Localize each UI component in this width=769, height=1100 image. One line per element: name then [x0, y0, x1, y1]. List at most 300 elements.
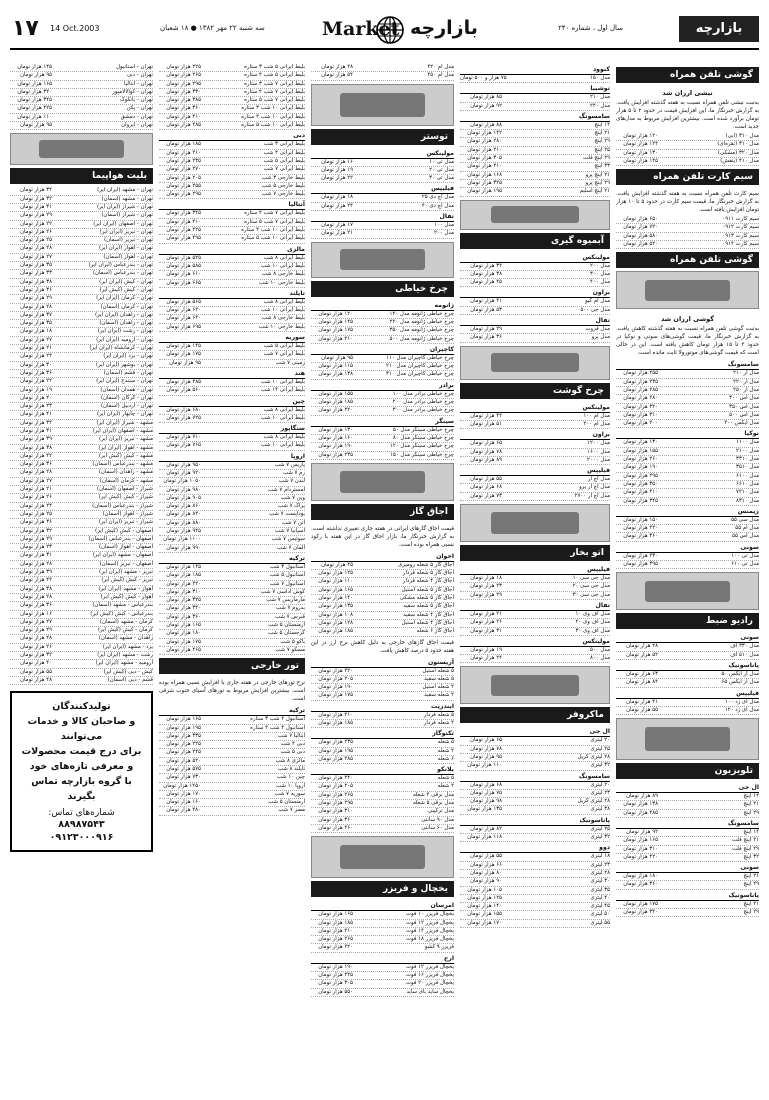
item-price: ۴۱۰ هزار تومان	[166, 113, 201, 120]
item-name: ۵ شعله فردار	[423, 711, 454, 718]
item-name: ۲۹ اینچ فلت	[583, 155, 610, 162]
item-name: اجاق گاز ۴ شعله فردار	[402, 578, 454, 585]
item-name: مدل اف وی ۲۰	[575, 619, 610, 626]
item-price: ۹۸ هزار تومان	[470, 798, 502, 805]
item-price: ۴۸ هزار تومان	[626, 643, 658, 650]
phone-photo	[616, 271, 759, 309]
brand-subheading: پاناسونیک	[616, 660, 759, 671]
item-price: ۲۶۵ هزار تومان	[166, 72, 201, 79]
brand-subheading: سنگاپور	[159, 423, 305, 434]
item-price: ۱۶ هزار تومان	[20, 610, 52, 617]
price-row	[159, 150, 305, 158]
item-price: ۶۸۰ هزار تومان	[166, 406, 201, 413]
item-name: کرمان - مشهد (آسمان)	[99, 618, 153, 625]
item-name: ۲۰ لیتری	[590, 737, 610, 744]
item-name: استانبول ۷ شب	[269, 580, 305, 587]
item-name: یخچال فریزر ۱۴ فوت	[405, 927, 454, 934]
item-name: سیم کارت ۰۹۱۱	[722, 216, 759, 223]
item-name: بلیط ایرانی ۷ شب ۵ ستاره	[244, 97, 305, 104]
price-row	[311, 668, 454, 676]
item-price: ۱۶۵ هزار تومان	[318, 586, 353, 593]
price-row	[460, 583, 610, 591]
airplane-photo	[10, 133, 153, 165]
price-row	[616, 448, 759, 456]
item-name: دبی ۴ شب	[280, 741, 305, 748]
section-header: رادیو ضبط	[616, 613, 759, 629]
brand-subheading: مولینکس	[460, 636, 610, 647]
item-name: بلیط ایرانی ۸ شب	[263, 254, 305, 261]
item-name: ۳۳ اینچ	[594, 163, 610, 170]
item-price: ۲۸ هزار تومان	[20, 635, 52, 642]
price-row	[460, 307, 610, 315]
item-name: چرخ خیاطی ژانومه مدل ۱۴۰	[389, 310, 454, 317]
item-name: مدل تی ۱۰	[429, 158, 454, 165]
bazar-title: بازارچه	[410, 17, 478, 39]
price-row	[159, 639, 305, 647]
brand-subheading: زیمنس	[616, 506, 759, 517]
item-name: اروپا ۱۰ شب	[276, 782, 305, 789]
price-row	[311, 989, 454, 997]
item-price: ۲۲۵ هزار تومان	[166, 64, 201, 70]
price-row	[616, 533, 759, 541]
item-price: ۱۸ هزار تومان	[470, 575, 502, 582]
item-price: ۱۳۸ هزار تومان	[623, 801, 658, 808]
item-price: ۲۹ هزار تومان	[20, 627, 52, 634]
item-price: ۱۶۰ هزار تومان	[166, 799, 201, 806]
item-price: ۱۴۵ هزار تومان	[166, 343, 201, 350]
item-name: بلیط ایرانی ۱۰ شب ۴ ستاره	[241, 113, 305, 120]
item-price: ۳۴ هزار تومان	[20, 419, 52, 426]
brand-subheading: فیلیپس	[616, 688, 759, 699]
item-price: ۲۲۰ هزار تومان	[623, 525, 658, 532]
price-row	[159, 166, 305, 174]
item-name: شیراز - اهواز (آسمان)	[102, 510, 153, 517]
price-row	[460, 484, 610, 492]
item-name: ۳۲ اینچ	[743, 853, 759, 860]
item-price: ۳۱ هزار تومان	[20, 427, 52, 434]
price-row	[159, 307, 305, 315]
item-name: شیراز - اصفهان (آسمان)	[96, 486, 153, 493]
item-name: فریزر ۹ کشو	[424, 944, 454, 951]
price-row	[460, 592, 610, 600]
brand-subheading: تایلند	[159, 288, 305, 299]
brand-subheading: سامسونگ	[616, 818, 759, 829]
item-name: زمینی ۷ شب	[275, 359, 305, 366]
item-name: مدل اس ۳۵۰	[729, 403, 759, 410]
price-row	[460, 575, 610, 583]
item-price: ۱۹۰ هزار تومان	[318, 684, 353, 691]
item-name: شیراز - کیش (کیش ایر)	[98, 494, 153, 501]
item-name: اهواز - مشهد (ایران ایر)	[98, 585, 153, 592]
section-header: آبمیوه گیری	[460, 233, 610, 249]
price-row	[460, 421, 610, 429]
item-price: ۱۸ هزار تومان	[321, 194, 353, 201]
item-price: ۴۸۵ هزار تومان	[166, 122, 201, 129]
price-row	[616, 141, 759, 149]
brand-subheading: آنتالیا	[159, 199, 305, 210]
item-name: تهران - دبی	[126, 72, 153, 79]
price-list	[311, 148, 454, 239]
price-row	[159, 622, 305, 630]
price-row	[10, 478, 153, 486]
item-price: ۱۸۵ هزار تومان	[318, 719, 353, 726]
item-price: ۲۹۵ هزار تومان	[166, 191, 201, 198]
price-row	[311, 808, 454, 816]
price-row	[460, 826, 610, 834]
item-name: بلیط خارجی ۸ شب	[261, 271, 305, 278]
price-row	[10, 445, 153, 453]
item-name: تهران - بندرعباس (ایران ایر)	[88, 262, 153, 269]
item-name: یخچال فریزر ۱۰ فوت	[405, 911, 454, 918]
section-header: تور خارجی	[159, 658, 305, 674]
section-header: چرخ گوشت	[460, 383, 610, 399]
item-name: تهران - کرمان (ایران ایر)	[96, 295, 153, 302]
price-row	[10, 602, 153, 610]
price-row	[311, 336, 454, 344]
stereo-photo	[616, 572, 759, 610]
item-name: دبی ۵ شب	[280, 749, 305, 756]
item-name: اصفهان - مشهد (ایران ایر)	[92, 552, 153, 559]
price-row	[159, 299, 305, 307]
item-name: چرخ خیاطی ژانومه مدل ۳۵۰	[389, 327, 454, 334]
item-price: ۱۶۵ هزار تومان	[623, 837, 658, 844]
price-row	[460, 155, 610, 163]
price-row	[460, 449, 610, 457]
item-name: تهران - چابهار (ایران ایر)	[96, 411, 153, 418]
price-row	[159, 589, 305, 597]
item-price: ۲۸۵ هزار تومان	[318, 755, 353, 762]
item-name: مدل اچ دی ۴۰	[421, 202, 454, 209]
item-price: ۵۲۰ هزار تومان	[166, 757, 201, 764]
price-row	[311, 230, 454, 238]
item-name: تهران - استانبول	[116, 64, 153, 70]
item-name: گرجستان ۵ شب	[267, 630, 305, 637]
price-row	[159, 81, 305, 89]
brand-subheading: ال جی	[616, 782, 759, 793]
item-price: ۱۹۵ هزار تومان	[318, 747, 353, 754]
price-row	[10, 245, 153, 253]
item-price: ۲۱۰ هزار تومان	[318, 711, 353, 718]
price-row	[159, 470, 305, 478]
price-row	[159, 749, 305, 757]
item-price: ۳۲۰ هزار تومان	[17, 88, 52, 95]
item-name: مدل تی ۶۱۰	[731, 561, 759, 568]
item-name: یخچال فریزر ۱۲ فوت	[405, 919, 454, 926]
price-row	[159, 175, 305, 183]
columns	[10, 64, 759, 1090]
item-name: ۲۳ لیتری	[590, 789, 610, 796]
item-name: اسپانیا ۷ شب	[274, 528, 305, 535]
price-row	[159, 807, 305, 815]
fridge-photo	[311, 836, 454, 878]
price-row	[159, 520, 305, 528]
price-row	[616, 150, 759, 158]
price-row	[616, 901, 759, 909]
price-row	[311, 355, 454, 363]
item-price: ۱۸۰ هزار تومان	[623, 873, 658, 880]
price-row	[159, 572, 305, 580]
price-row	[311, 371, 454, 379]
item-name: بلیط ایرانی ۱۰ شب	[260, 307, 305, 314]
item-name: مدل ترکیبی	[427, 808, 454, 815]
item-name: ۲۱ اینچ	[743, 801, 759, 808]
item-price: ۱۰۵ هزار تومان	[467, 886, 502, 893]
item-price: ۲۹۵ هزار تومان	[623, 472, 658, 479]
brand-subheading: سینگر	[311, 416, 454, 427]
item-price: ۲۶ هزار تومان	[20, 643, 52, 650]
item-name: استانبول ۴ شب ۴ ستاره	[250, 724, 305, 731]
price-row	[616, 420, 759, 428]
item-price: ۱۲۵ هزار تومان	[318, 570, 353, 577]
item-name: تهران - کوالالامپور	[112, 88, 153, 95]
price-row	[311, 407, 454, 415]
price-row	[10, 212, 153, 220]
item-price: ۲۴۵ هزار تومان	[166, 749, 201, 756]
price-row	[10, 97, 153, 105]
item-price: ۲۸ هزار تومان	[20, 593, 52, 600]
item-price: ۸۹ هزار تومان	[470, 456, 502, 463]
price-row	[616, 525, 759, 533]
item-name: تهران - کیش (ایران ایر)	[99, 278, 153, 285]
item-price: ۱۴۵ هزار تومان	[318, 318, 353, 325]
section-header: توستر	[311, 129, 454, 145]
item-price: ۲۶۰ هزار تومان	[318, 824, 353, 831]
item-price: ۱۶۵ هزار تومان	[166, 622, 201, 629]
item-price: ۱۵۰ هزار تومان	[623, 516, 658, 523]
item-price: ۲۴ هزار تومان	[20, 353, 52, 360]
price-row	[311, 720, 454, 728]
item-price: ۶۵۰ هزار تومان	[623, 216, 658, 223]
brand-subheading: تفال	[311, 211, 454, 222]
item-name: یخچال فریزر ۱۶ فوت	[405, 972, 454, 979]
item-name: چرخ خیاطی برادر مدل ۲۰۰	[392, 399, 454, 406]
item-price: ۳۴۰ هزار تومان	[623, 909, 658, 916]
item-price: ۸۴ هزار تومان	[626, 679, 658, 686]
item-price: ۲۰۵ هزار تومان	[318, 783, 353, 790]
item-name: مسکو ۷ شب	[275, 646, 305, 653]
price-row	[311, 825, 454, 833]
price-row	[10, 428, 153, 436]
item-name: مدل ای زد ۱۲۰	[724, 706, 759, 713]
item-name: تهران - کرمانشاه (ایران ایر)	[89, 345, 153, 352]
price-row	[159, 733, 305, 741]
brand-subheading: اخوان	[311, 551, 454, 562]
price-row	[616, 909, 759, 917]
item-price: ۲۸۵ هزار تومان	[623, 386, 658, 393]
price-row	[159, 442, 305, 450]
price-row	[616, 873, 759, 881]
item-name: مدل ۵۱۰ اف	[730, 651, 759, 658]
price-row	[10, 320, 153, 328]
item-name: یخچال فریزر ۱۲ فوت	[405, 963, 454, 970]
ad-phone: ۰۹۱۲۳۰۰۰۹۱۶	[49, 832, 114, 844]
item-name: کوش آداسی ۷ شب	[260, 588, 305, 595]
brand-subheading: براون	[460, 287, 610, 298]
item-name: مدل ۴۱۰ (بنفش)	[720, 157, 759, 164]
price-list	[616, 216, 759, 249]
price-row	[311, 167, 454, 175]
price-row	[10, 411, 153, 419]
item-name: مدل آر ۲۵۰	[733, 386, 759, 393]
item-price: ۱۷ هزار تومان	[321, 222, 353, 229]
page-number: ۱۷	[12, 16, 39, 41]
item-price: ۷۸ هزار تومان	[470, 448, 502, 455]
item-price: ۱۳۵ هزار تومان	[318, 603, 353, 610]
item-name: ۳۲ لیتری	[590, 834, 610, 841]
item-price: ۳۵ هزار تومان	[20, 320, 52, 327]
item-name: مالزی ۸ شب	[275, 757, 305, 764]
item-name: مدل ۱۵۰	[589, 75, 610, 81]
item-price: ۷۱۰ هزار تومان	[166, 434, 201, 441]
item-name: تهران - شیراز (آسمان)	[101, 212, 153, 219]
item-name: مدل برقی ۵ شعله	[412, 800, 454, 807]
item-name: مدل ۳۳۱۰	[736, 456, 759, 463]
ad-line: تولیدکنندگان	[52, 701, 111, 713]
price-row	[159, 72, 305, 80]
price-row	[159, 478, 305, 486]
item-price: ۳۵۰ هزار تومان	[623, 480, 658, 487]
price-row	[159, 597, 305, 605]
sewing-machine-photo	[311, 242, 454, 278]
price-row	[311, 562, 454, 570]
price-row	[159, 630, 305, 638]
item-name: سوئیس ۷ شب	[271, 536, 305, 543]
price-row	[159, 122, 305, 130]
price-row	[10, 279, 153, 287]
item-name: چرخ خیاطی برادر مدل ۳۰۰	[392, 407, 454, 414]
price-row	[10, 569, 153, 577]
item-name: مدل ای زد ۱۰۰	[724, 698, 759, 705]
item-name: مدل پرو	[591, 334, 610, 341]
item-price: ۲۹۵ هزار تومان	[318, 800, 353, 807]
item-name: تبریز - مشهد (ایران ایر)	[99, 569, 153, 576]
globe-icon	[375, 15, 405, 45]
item-name: تهران - ایروان	[121, 122, 153, 129]
price-row	[159, 324, 305, 332]
item-name: اصفهان - تبریز (آسمان)	[99, 560, 153, 567]
item-price: ۱۱۸ هزار تومان	[467, 834, 502, 841]
item-price: ۱۲۵۰ هزار تومان	[163, 782, 201, 789]
price-row	[10, 105, 153, 113]
item-name: پراگ ۷ شب	[278, 503, 305, 510]
item-name: مصر ۷ شب	[278, 807, 305, 814]
item-name: وین ۷ شب	[280, 494, 305, 501]
item-price: ۳۳۰ هزار تومان	[166, 88, 201, 95]
item-price: ۲۳ هزار تومان	[470, 583, 502, 590]
item-name: مدل ۱۶۰۰	[587, 448, 610, 455]
item-name: بلیط ایرانی ۱۰ شب ۵ ستاره	[241, 122, 305, 129]
item-name: مدل ۱۱۰۰	[736, 439, 759, 446]
item-name: چرخ خیاطی سینگر مدل ۸۰	[392, 434, 454, 441]
item-name: ۲۸ لیتری	[590, 869, 610, 876]
item-name: ۴ شعله استیل	[422, 684, 454, 691]
item-price: ۵۵ هزار تومان	[20, 668, 52, 675]
price-row	[616, 224, 759, 232]
price-row	[10, 328, 153, 336]
item-name: مدل ۲۰۰	[433, 230, 454, 237]
item-name: ۲۸ لیتری گریل	[577, 798, 610, 805]
price-row	[159, 407, 305, 415]
item-name: آلمان ۷ شب	[276, 544, 305, 551]
item-price: ۲۹۵ هزار تومان	[166, 80, 201, 87]
brand-subheading: دبی	[159, 130, 305, 141]
item-price: ۲۸۰ هزار تومان	[623, 395, 658, 402]
item-price: ۷۸ هزار تومان	[470, 745, 502, 752]
brand-subheading: ارج	[311, 953, 454, 964]
item-name: ۴۰ لیتری	[590, 894, 610, 901]
price-row	[460, 130, 610, 138]
item-name: مشهد - اصفهان (ایران ایر)	[92, 427, 153, 434]
item-price: ۲۹ هزار تومان	[20, 212, 52, 219]
item-name: مدل ۳۲۰ (مشکی)	[717, 149, 759, 156]
item-name: بلیط ایرانی ۵ شب ۴ ستاره	[244, 72, 305, 79]
item-price: ۳۸ هزار تومان	[20, 444, 52, 451]
item-name: ۳۲ لیتری	[590, 762, 610, 769]
item-name: ۵ شعله استیل	[422, 667, 454, 674]
price-row	[460, 326, 610, 334]
brand-subheading: سوریه	[159, 332, 305, 343]
item-name: استانبول ۴ شب ۳ ستاره	[250, 716, 305, 723]
item-name: بلیط خارجی ۱۰ شب	[258, 323, 305, 330]
item-price: ۹۵ هزار تومان	[321, 354, 353, 361]
price-row	[10, 337, 153, 345]
item-price: ۱۱۰ هزار تومان	[467, 762, 502, 769]
price-row	[10, 395, 153, 403]
item-price: ۴۸ هزار تومان	[20, 676, 52, 683]
item-price: ۸۸۰ هزار تومان	[166, 519, 201, 526]
price-row	[460, 790, 610, 798]
price-row	[10, 403, 153, 411]
item-price: ۳۰۵ هزار تومان	[467, 155, 502, 162]
item-name: مدل فروت	[585, 326, 610, 333]
item-price: ۲۷ هزار تومان	[20, 618, 52, 625]
brand-subheading: براون	[460, 429, 610, 440]
item-name: اجاق گاز ۶ شعله	[416, 628, 454, 635]
item-name: سیم کارت ۰۹۱۳	[722, 232, 759, 239]
item-name: مدل ام ۴۵۰	[427, 72, 454, 79]
item-name: مشهد - شیراز (ایران ایر)	[96, 419, 153, 426]
item-name: تهران - گرگان (آسمان)	[100, 394, 153, 401]
item-price: ۳۴۵ هزار تومان	[623, 497, 658, 504]
price-row	[311, 756, 454, 764]
price-row	[10, 519, 153, 527]
item-name: تهران - زاهدان (ایران ایر)	[94, 311, 153, 318]
item-name: آنتالیا ۷ شب	[277, 732, 305, 739]
paragraph-title: گوشی ارزان شد	[661, 315, 714, 324]
price-row	[616, 370, 759, 378]
price-list	[460, 726, 610, 928]
item-name: سیم کارت ۰۹۱۴	[722, 241, 759, 248]
item-price: ۵۵ هزار تومان	[470, 476, 502, 483]
ad-line: و صاحبان کالا و خدمات می‌توانند	[27, 716, 136, 743]
item-price: ۵۶۵ هزار تومان	[166, 298, 201, 305]
price-row	[460, 457, 610, 465]
item-price: ۲۲۵ هزار تومان	[166, 741, 201, 748]
price-row	[460, 94, 610, 102]
item-name: مدل ۲۴۰	[589, 102, 610, 109]
item-price: ۲۶ هزار تومان	[20, 228, 52, 235]
item-name: بلیط ایرانی ۱۰ شب	[260, 442, 305, 449]
item-price: ۳۱ هزار تومان	[20, 203, 52, 210]
brand-subheading: دوو	[460, 842, 610, 853]
price-row	[159, 791, 305, 799]
section-header: یخچال و فریزر	[311, 881, 454, 897]
brand-subheading: کنوود	[460, 64, 610, 75]
item-price: ۱۴۲ هزار تومان	[467, 130, 502, 137]
price-row	[311, 587, 454, 595]
item-price: ۱۶۰ هزار تومان	[318, 434, 353, 441]
item-name: بلیط خارجی ۱۰ شب	[258, 279, 305, 286]
